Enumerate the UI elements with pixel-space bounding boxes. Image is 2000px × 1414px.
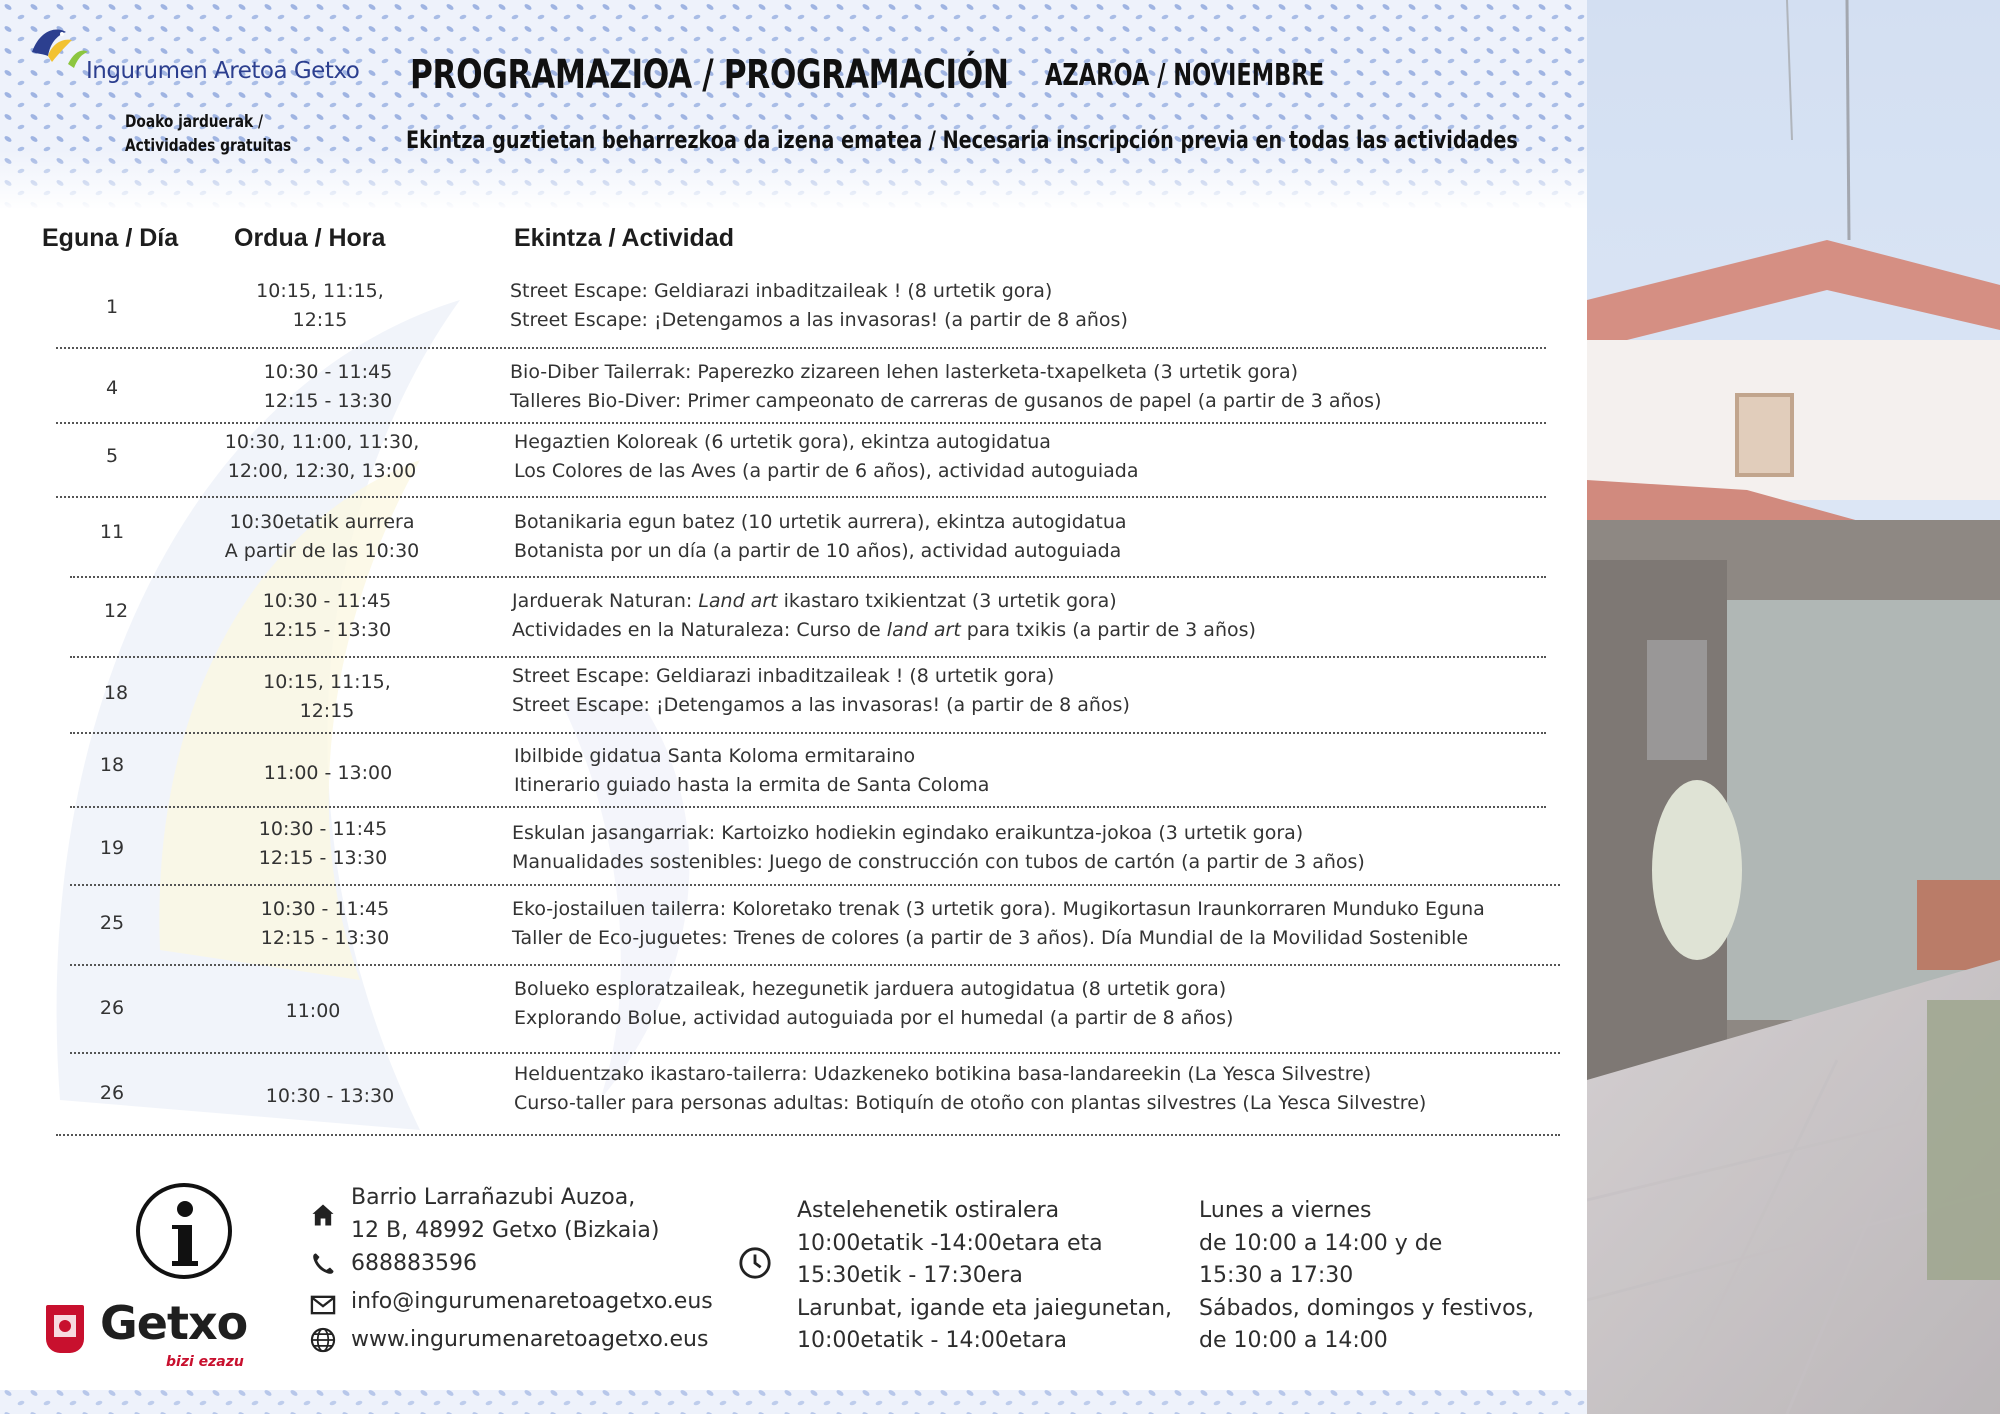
activity-basque: Street Escape: Geldiarazi inbaditzaileak ! (8 urtetik gora) (510, 280, 1053, 302)
row-time-line-2: 12:15 - 13:30 (263, 390, 393, 412)
row-time (192, 428, 452, 486)
column-header-day: Eguna / Día (42, 224, 179, 252)
row-time-line-1: 10:30etatik aurrera (229, 511, 415, 533)
row-activity (510, 277, 1128, 335)
phone-number[interactable]: 688883596 (351, 1251, 477, 1276)
row-divider (56, 496, 1546, 498)
row-time (197, 668, 457, 726)
activity-basque: Bolueko esploratzaileak, hezegunetik jarduera autogidatua (8 urtetik gora) (514, 978, 1227, 1000)
activity-spanish: Explorando Bolue, actividad autoguiada por el humedal (a partir de 8 años) (514, 1007, 1234, 1029)
row-divider (70, 656, 1546, 658)
row-day: 26 (99, 1082, 125, 1104)
opening-hours-spanish (1199, 1195, 1534, 1358)
row-time (183, 997, 443, 1026)
logo (26, 22, 376, 92)
hours-line: Larunbat, igande eta jaiegunetan, (797, 1295, 1173, 1321)
row-activity (514, 508, 1127, 566)
row-day: 26 (99, 997, 125, 1019)
row-activity (514, 1060, 1426, 1118)
row-day: 4 (105, 377, 119, 399)
activity-basque: Eko-jostailuen tailerra: Koloretako trenak (3 urtetik gora). Mugikortasun Iraunkorraren Munduko Eguna (512, 898, 1485, 920)
row-divider (56, 422, 1546, 424)
row-time-line-1: 10:30 - 11:45 (262, 590, 392, 612)
hours-line: 10:00etatik - 14:00etara (797, 1328, 1068, 1353)
month-title: AZAROA / NOVIEMBRE (1045, 58, 1325, 93)
column-header-activity: Ekintza / Actividad (514, 224, 734, 252)
address-line-1: Barrio Larrañazubi Auzoa, (351, 1185, 636, 1210)
activity-basque: Bio-Diber Tailerrak: Paperezko zizareen lehen lasterketa-txapelketa (3 urtetik gora) (510, 361, 1299, 383)
hours-line: de 10:00 a 14:00 (1199, 1328, 1388, 1353)
column-header-time: Ordua / Hora (234, 224, 386, 252)
row-activity (512, 895, 1485, 953)
row-activity (514, 742, 989, 800)
activity-basque: Botanikaria egun batez (10 urtetik aurrera), ekintza autogidatua (514, 511, 1127, 533)
row-time-line-1: 11:00 - 13:00 (263, 762, 393, 784)
hours-line: 15:30 a 17:30 (1199, 1263, 1354, 1288)
row-day: 25 (99, 912, 125, 934)
row-day: 12 (103, 600, 129, 622)
mail-icon (309, 1291, 337, 1319)
row-time-line-2: 12:15 (292, 309, 348, 331)
row-time-line-1: 10:30, 11:00, 11:30, (224, 431, 420, 453)
row-time (200, 1082, 460, 1111)
activity-text: ikastaro txikientzat (3 urtetik gora) (777, 590, 1117, 612)
email-link[interactable]: info@ingurumenaretoagetxo.eus (351, 1289, 713, 1314)
opening-hours-basque (797, 1195, 1172, 1358)
getxo-brand-text: Getxo (100, 1296, 248, 1350)
row-divider (70, 732, 1546, 734)
row-time (192, 508, 452, 566)
free-label-line-1: Doako jarduerak / (125, 112, 263, 132)
hours-line: 15:30etik - 17:30era (797, 1263, 1023, 1288)
row-divider (56, 1134, 1560, 1136)
getxo-slogan: bizi ezazu (166, 1354, 244, 1370)
activity-spanish: Botanista por un día (a partir de 10 años), actividad autoguiada (514, 540, 1122, 562)
row-activity (514, 428, 1138, 486)
row-activity (512, 587, 1256, 645)
row-time-line-1: 11:00 (285, 1000, 341, 1022)
activity-basque (512, 587, 1256, 616)
activity-italic: Land art (698, 590, 778, 612)
row-divider (70, 884, 1560, 886)
activity-basque: Hegaztien Koloreak (6 urtetik gora), ekintza autogidatua (514, 431, 1051, 453)
globe-icon (309, 1326, 337, 1354)
logo-text: Ingurumen Aretoa Getxo (86, 58, 360, 84)
hours-line: de 10:00 a 14:00 y de (1199, 1230, 1443, 1256)
row-activity (510, 358, 1381, 416)
page-title: PROGRAMAZIOA / PROGRAMACIÓN (410, 52, 1009, 98)
row-time-line-1: 10:30 - 11:45 (258, 818, 388, 840)
row-divider (70, 806, 1546, 808)
activity-text: para txikis (a partir de 3 años) (960, 619, 1256, 641)
row-time-line-2: 12:15 (299, 700, 355, 722)
row-time-line-1: 10:30 - 13:30 (265, 1085, 395, 1107)
row-time-line-1: 10:30 - 11:45 (263, 361, 393, 383)
registration-notice: Ekintza guztietan beharrezkoa da izena ematea / Necesaria inscripción previa en todas las actividades (406, 126, 1518, 154)
row-time-line-2: 12:15 - 13:30 (258, 847, 388, 869)
free-activities-label (125, 110, 291, 158)
row-day: 19 (99, 837, 125, 859)
row-day: 11 (99, 521, 125, 543)
row-time-line-2: 12:15 - 13:30 (260, 927, 390, 949)
activity-spanish: Curso-taller para personas adultas: Botiquín de otoño con plantas silvestres (La Yesca Silvestre) (514, 1092, 1427, 1114)
getxo-shield-icon (46, 1305, 84, 1353)
row-time (198, 358, 458, 416)
row-divider (70, 1052, 1560, 1054)
phone-icon (309, 1250, 337, 1278)
hours-line: Astelehenetik ostiralera (797, 1198, 1060, 1223)
building-photo (1587, 0, 2000, 1414)
row-time-line-2: 12:15 - 13:30 (262, 619, 392, 641)
row-activity (512, 662, 1130, 720)
row-time (190, 277, 450, 335)
row-time-line-1: 10:15, 11:15, (263, 671, 391, 693)
activity-spanish: Street Escape: ¡Detengamos a las invasoras! (a partir de 8 años) (510, 309, 1128, 331)
row-day: 18 (103, 682, 129, 704)
row-day: 18 (99, 754, 125, 776)
row-divider (70, 964, 1560, 966)
row-time-line-2: A partir de las 10:30 (224, 540, 420, 562)
free-label-line-2: Actividades gratuitas (125, 136, 292, 156)
activity-text: Jarduerak Naturan: (512, 590, 699, 612)
activity-basque: Street Escape: Geldiarazi inbaditzaileak ! (8 urtetik gora) (512, 665, 1055, 687)
info-icon (136, 1183, 232, 1279)
row-time-line-1: 10:30 - 11:45 (260, 898, 390, 920)
activity-spanish: Manualidades sostenibles: Juego de construcción con tubos de cartón (a partir de 3 años) (512, 851, 1365, 873)
activity-basque: Ibilbide gidatua Santa Koloma ermitaraino (514, 745, 916, 767)
hours-line: 10:00etatik -14:00etara eta (797, 1230, 1103, 1256)
address-line-2: 12 B, 48992 Getxo (Bizkaia) (351, 1218, 660, 1243)
home-icon (309, 1201, 337, 1229)
activity-spanish: Itinerario guiado hasta la ermita de Santa Coloma (514, 774, 990, 796)
row-activity (514, 975, 1233, 1033)
row-divider (56, 347, 1546, 349)
row-time (193, 815, 453, 873)
website-link[interactable]: www.ingurumenaretoagetxo.eus (351, 1327, 709, 1352)
row-divider (70, 576, 1546, 578)
activity-italic: land art (886, 619, 961, 641)
row-time-line-1: 10:15, 11:15, (256, 280, 384, 302)
activity-basque: Eskulan jasangarriak: Kartoizko hodiekin egindako eraikuntza-jokoa (3 urtetik gora) (512, 822, 1304, 844)
getxo-logo (46, 1296, 248, 1382)
row-day: 1 (105, 296, 119, 318)
clock-icon (738, 1246, 772, 1280)
row-time-line-2: 12:00, 12:30, 13:00 (227, 460, 417, 482)
activity-spanish: Taller de Eco-juguetes: Trenes de colores (a partir de 3 años). Día Mundial de la Movilidad Sostenible (512, 927, 1469, 949)
row-activity (512, 819, 1365, 877)
activity-text: Actividades en la Naturaleza: Curso de (512, 619, 887, 641)
activity-basque: Helduentzako ikastaro-tailerra: Udazkeneko botikina basa-landareekin (La Yesca Silvestre) (514, 1063, 1372, 1085)
row-time (198, 759, 458, 788)
row-time (195, 895, 455, 953)
activity-spanish: Los Colores de las Aves (a partir de 6 años), actividad autoguiada (514, 460, 1139, 482)
row-day: 5 (105, 445, 119, 467)
activity-spanish: Talleres Bio-Diver: Primer campeonato de carreras de gusanos de papel (a partir de 3 años) (510, 390, 1382, 412)
activity-spanish: Street Escape: ¡Detengamos a las invasoras! (a partir de 8 años) (512, 694, 1130, 716)
hours-line: Lunes a viernes (1199, 1198, 1372, 1223)
hours-line: Sábados, domingos y festivos, (1199, 1295, 1534, 1321)
activity-spanish (512, 616, 1256, 645)
row-time (197, 587, 457, 645)
